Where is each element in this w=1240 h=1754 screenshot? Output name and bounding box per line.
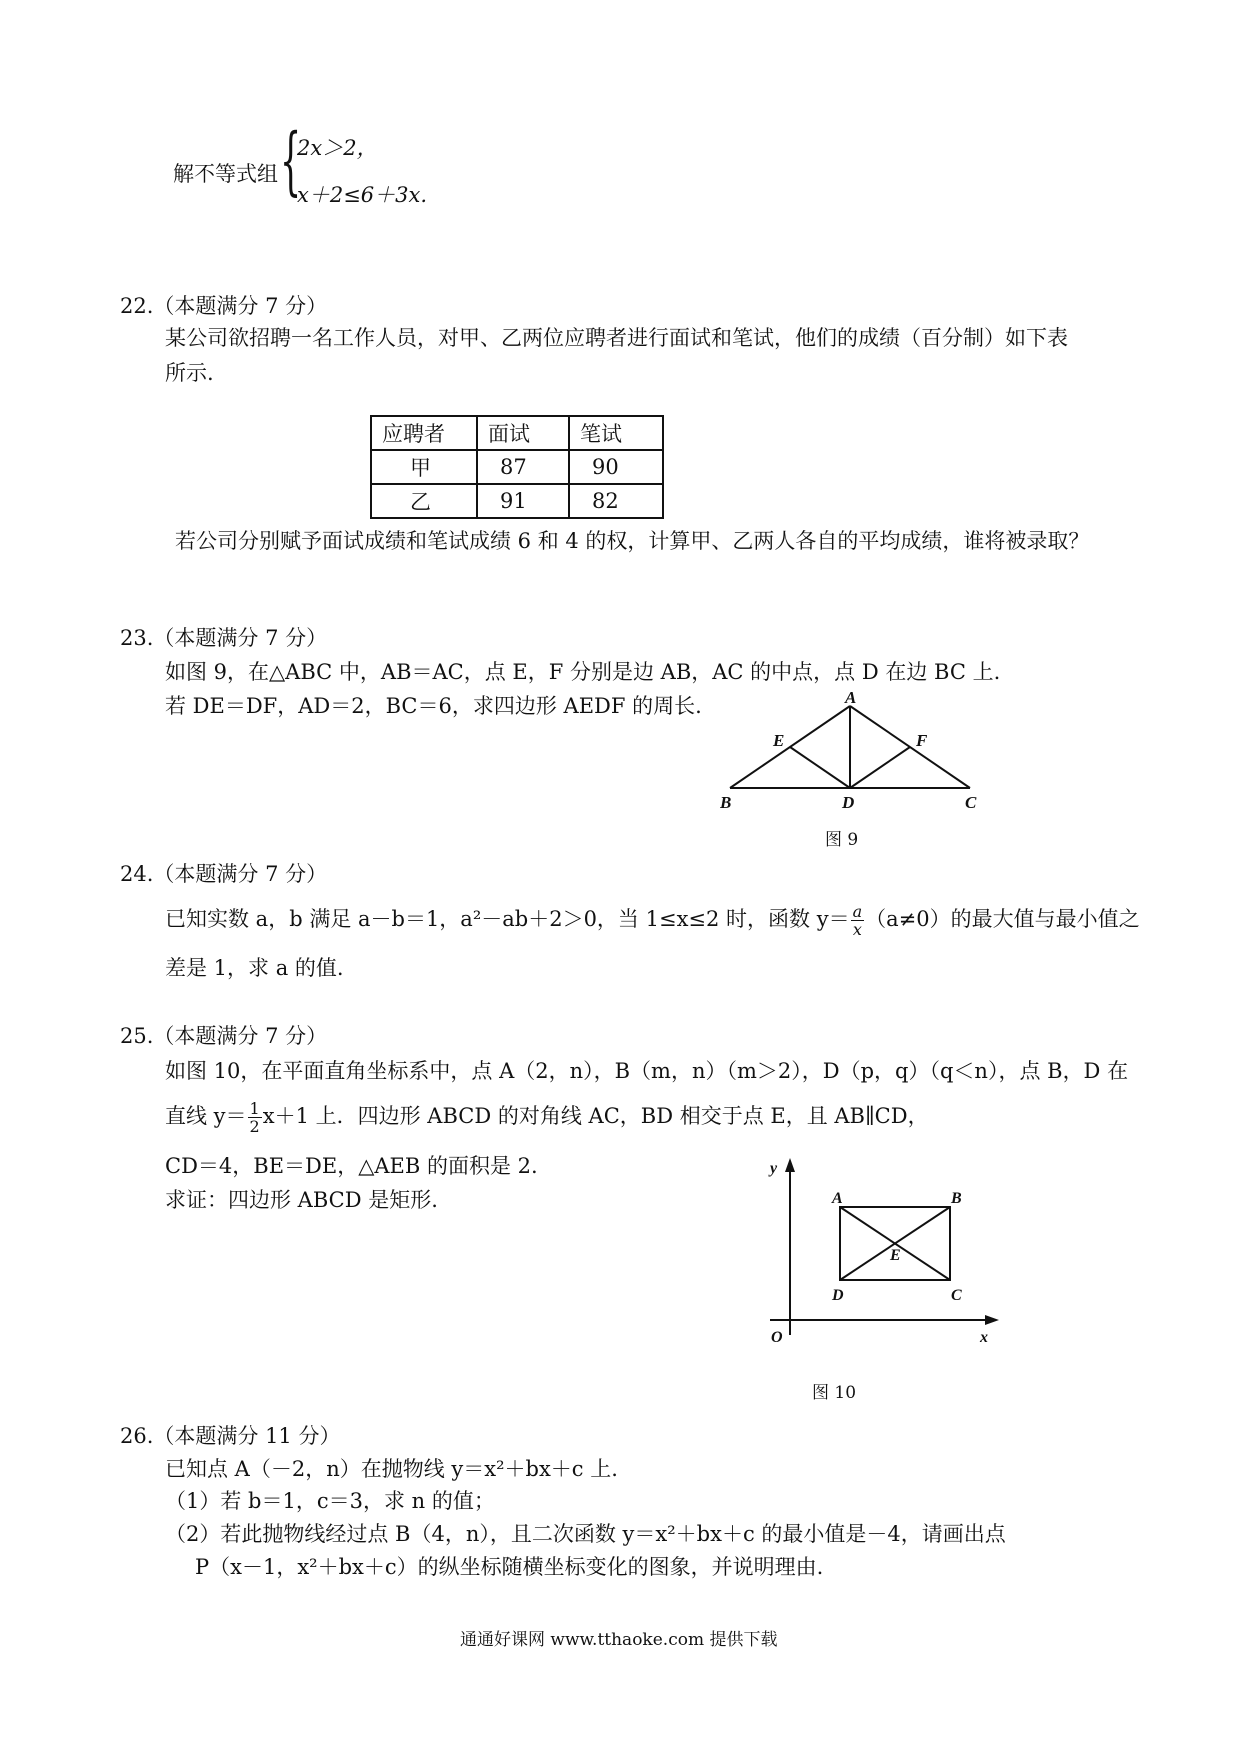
q25-text-1: 如图 10，在平面直角坐标系中，点 A（2，n），B（m，n）（m＞2），D（p，q）（q＜n），点 B，D 在	[165, 1059, 1129, 1083]
fraction-denominator: x	[852, 920, 862, 939]
label-C: C	[965, 793, 977, 812]
label-D: D	[832, 1287, 844, 1304]
fraction-numerator: a	[852, 902, 863, 921]
q21-brace: {	[280, 118, 302, 204]
q26-text-2: （1）若 b＝1，c＝3，求 n 的值；	[165, 1489, 495, 1513]
q25-heading: 25.（本题满分 7 分）	[120, 1024, 328, 1048]
q26-text-3: （2）若此抛物线经过点 B（4，n），且二次函数 y＝x²＋bx＋c 的最小值是－4，请画出点	[165, 1522, 1006, 1546]
segment-FD	[850, 747, 910, 788]
fraction-a-over-x	[851, 903, 865, 938]
label-D: D	[842, 793, 855, 812]
table-cell: 87	[477, 450, 569, 484]
q24-text-1-pre: 已知实数 a，b 满足 a－b＝1，a²－ab＋2＞0，当 1≤x≤2 时，函数 y＝	[165, 907, 850, 931]
fraction-one-half	[248, 1100, 262, 1135]
figure-9	[720, 690, 990, 820]
q23-text-2: 若 DE＝DF，AD＝2，BC＝6，求四边形 AEDF 的周长.	[165, 694, 702, 718]
figure-10	[755, 1155, 1005, 1350]
label-A: A	[832, 1190, 843, 1207]
q26-heading: 26.（本题满分 11 分）	[120, 1424, 341, 1448]
table-header-row	[371, 416, 663, 450]
q21-lead: 解不等式组	[173, 162, 278, 186]
label-B: B	[951, 1190, 962, 1207]
q21-inequality-2: x＋2≤6＋3x.	[297, 183, 428, 207]
q22-text-3: 若公司分别赋予面试成绩和笔试成绩 6 和 4 的权，计算甲、乙两人各自的平均成绩，谁将被录取？	[175, 529, 1090, 553]
label-O: O	[771, 1329, 783, 1346]
q25-text-2-pre: 直线 y＝	[165, 1104, 247, 1128]
label-x: x	[980, 1329, 988, 1346]
q24-text-2: 差是 1，求 a 的值.	[165, 956, 344, 980]
label-C: C	[951, 1287, 962, 1304]
label-B: B	[720, 793, 732, 812]
table-header-cell: 笔试	[569, 416, 663, 450]
q26-text-1: 已知点 A（－2，n）在抛物线 y＝x²＋bx＋c 上.	[165, 1457, 618, 1481]
x-axis-arrow	[985, 1315, 999, 1325]
q22-heading: 22.（本题满分 7 分）	[120, 294, 328, 318]
q24-text-1-post: （a≠0）的最大值与最小值之	[865, 907, 1140, 931]
table-cell: 甲	[371, 450, 477, 484]
table-cell: 90	[569, 450, 663, 484]
q22-text-2: 所示.	[165, 361, 214, 385]
table-header-cell: 面试	[477, 416, 569, 450]
table-row	[371, 484, 663, 518]
score-table	[370, 415, 664, 519]
q22-text-1: 某公司欲招聘一名工作人员，对甲、乙两位应聘者进行面试和笔试，他们的成绩（百分制）如下表	[165, 326, 1068, 350]
q25-text-2	[165, 1100, 929, 1135]
q25-text-2-post: x＋1 上．四边形 ABCD 的对角线 AC，BD 相交于点 E，且 AB∥CD，	[262, 1104, 929, 1128]
table-row	[371, 450, 663, 484]
figure-10-caption: 图 10	[812, 1383, 857, 1403]
label-A: A	[845, 690, 857, 707]
table-cell: 乙	[371, 484, 477, 518]
table-cell: 91	[477, 484, 569, 518]
q24-text-1	[165, 903, 1140, 938]
table-cell: 82	[569, 484, 663, 518]
label-E: E	[890, 1247, 901, 1264]
q23-heading: 23.（本题满分 7 分）	[120, 626, 328, 650]
q21-inequality-1: 2x＞2，	[297, 136, 378, 160]
label-y: y	[770, 1160, 778, 1177]
table-header-cell: 应聘者	[371, 416, 477, 450]
fraction-denominator: 2	[249, 1117, 260, 1136]
figure-9-caption: 图 9	[825, 830, 859, 850]
q26-text-4: P（x－1，x²＋bx＋c）的纵坐标随横坐标变化的图象，并说明理由.	[195, 1555, 824, 1579]
q24-heading: 24.（本题满分 7 分）	[120, 862, 328, 886]
segment-ED	[790, 747, 850, 788]
q23-text-1: 如图 9，在△ABC 中，AB＝AC，点 E，F 分别是边 AB，AC 的中点，点 D 在边 BC 上.	[165, 660, 1001, 684]
label-E: E	[773, 731, 785, 750]
q25-text-4: 求证：四边形 ABCD 是矩形.	[165, 1188, 438, 1212]
label-F: F	[916, 731, 928, 750]
footer-credit: 通通好课网 www.tthaoke.com 提供下载	[460, 1630, 778, 1650]
q25-text-3: CD＝4，BE＝DE，△AEB 的面积是 2.	[165, 1154, 538, 1178]
fraction-numerator: 1	[249, 1099, 260, 1118]
y-axis-arrow	[785, 1158, 795, 1172]
